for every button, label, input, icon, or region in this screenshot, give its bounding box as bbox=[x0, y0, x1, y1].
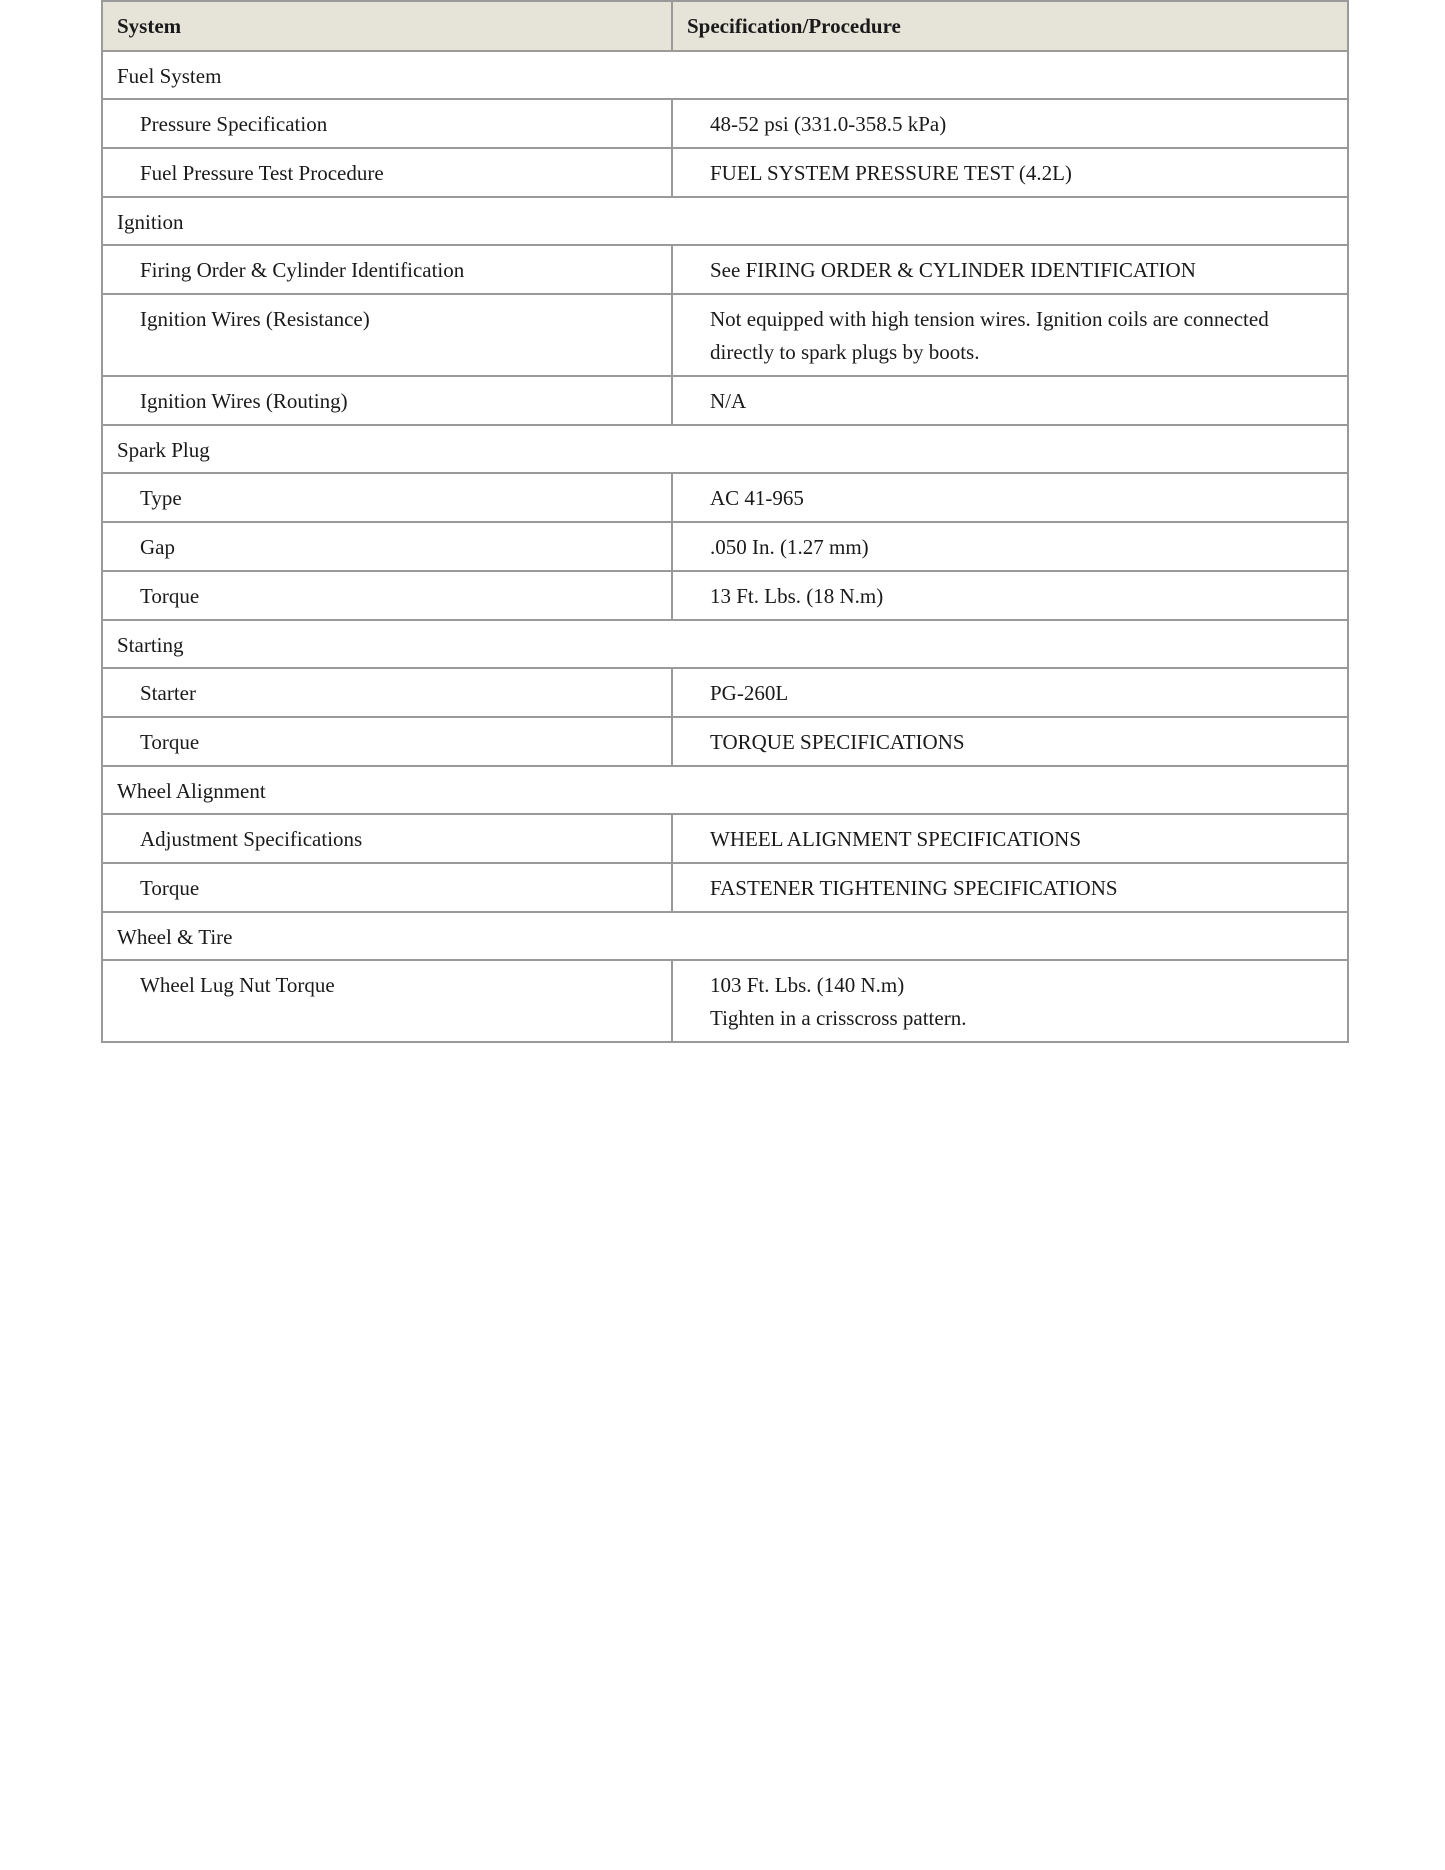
system-cell: Firing Order & Cylinder Identification bbox=[102, 245, 672, 294]
section-label: Ignition bbox=[102, 197, 1348, 245]
system-cell: Torque bbox=[102, 863, 672, 912]
table-row bbox=[102, 148, 1348, 197]
table-row bbox=[102, 717, 1348, 766]
table-row bbox=[102, 376, 1348, 425]
section-row bbox=[102, 620, 1348, 668]
header-specification-procedure: Specification/Procedure bbox=[672, 1, 1348, 51]
specification-cell bbox=[672, 522, 1348, 571]
table-row bbox=[102, 960, 1348, 1042]
specification-line: Not equipped with high tension wires. Ignition coils are connected directly to spark plugs by boots. bbox=[710, 307, 1269, 364]
table-row bbox=[102, 863, 1348, 912]
specification-cell bbox=[672, 99, 1348, 148]
specification-line: N/A bbox=[710, 389, 747, 413]
table-body bbox=[102, 51, 1348, 1042]
table-row bbox=[102, 814, 1348, 863]
specification-cell bbox=[672, 294, 1348, 376]
specification-line: PG-260L bbox=[710, 681, 789, 705]
table-row bbox=[102, 473, 1348, 522]
specification-cell bbox=[672, 148, 1348, 197]
header-system: System bbox=[102, 1, 672, 51]
table-row bbox=[102, 99, 1348, 148]
specification-cell bbox=[672, 960, 1348, 1042]
table-row bbox=[102, 522, 1348, 571]
section-label: Spark Plug bbox=[102, 425, 1348, 473]
specification-line: 103 Ft. Lbs. (140 N.m) bbox=[710, 973, 905, 997]
system-cell: Fuel Pressure Test Procedure bbox=[102, 148, 672, 197]
specification-line: 48-52 psi (331.0-358.5 kPa) bbox=[710, 112, 947, 136]
table-row bbox=[102, 571, 1348, 620]
section-row bbox=[102, 197, 1348, 245]
section-label: Starting bbox=[102, 620, 1348, 668]
section-row bbox=[102, 51, 1348, 99]
system-cell: Type bbox=[102, 473, 672, 522]
specification-cell bbox=[672, 376, 1348, 425]
specification-cell bbox=[672, 473, 1348, 522]
system-cell: Gap bbox=[102, 522, 672, 571]
system-cell: Ignition Wires (Routing) bbox=[102, 376, 672, 425]
specification-line: Tighten in a crisscross pattern. bbox=[710, 1006, 967, 1030]
system-cell: Pressure Specification bbox=[102, 99, 672, 148]
specification-line: .050 In. (1.27 mm) bbox=[710, 535, 869, 559]
table-row bbox=[102, 294, 1348, 376]
section-row bbox=[102, 766, 1348, 814]
system-cell: Adjustment Specifications bbox=[102, 814, 672, 863]
table-header bbox=[102, 1, 1348, 51]
specification-cell bbox=[672, 863, 1348, 912]
specification-table bbox=[101, 0, 1349, 1043]
specification-cell bbox=[672, 668, 1348, 717]
specification-line: 13 Ft. Lbs. (18 N.m) bbox=[710, 584, 884, 608]
specification-cell bbox=[672, 717, 1348, 766]
system-cell: Torque bbox=[102, 717, 672, 766]
section-row bbox=[102, 912, 1348, 960]
specification-line: TORQUE SPECIFICATIONS bbox=[710, 730, 965, 754]
section-label: Wheel & Tire bbox=[102, 912, 1348, 960]
specification-line: AC 41-965 bbox=[710, 486, 804, 510]
specification-line: See FIRING ORDER & CYLINDER IDENTIFICATION bbox=[710, 258, 1196, 282]
system-cell: Ignition Wires (Resistance) bbox=[102, 294, 672, 376]
section-row bbox=[102, 425, 1348, 473]
system-cell: Starter bbox=[102, 668, 672, 717]
specification-line: WHEEL ALIGNMENT SPECIFICATIONS bbox=[710, 827, 1081, 851]
specification-line: FASTENER TIGHTENING SPECIFICATIONS bbox=[710, 876, 1118, 900]
header-row bbox=[102, 1, 1348, 51]
table-row bbox=[102, 245, 1348, 294]
system-cell: Torque bbox=[102, 571, 672, 620]
specification-line: FUEL SYSTEM PRESSURE TEST (4.2L) bbox=[710, 161, 1072, 185]
specification-cell bbox=[672, 571, 1348, 620]
specification-cell bbox=[672, 814, 1348, 863]
specification-cell bbox=[672, 245, 1348, 294]
section-label: Fuel System bbox=[102, 51, 1348, 99]
section-label: Wheel Alignment bbox=[102, 766, 1348, 814]
table-row bbox=[102, 668, 1348, 717]
system-cell: Wheel Lug Nut Torque bbox=[102, 960, 672, 1042]
